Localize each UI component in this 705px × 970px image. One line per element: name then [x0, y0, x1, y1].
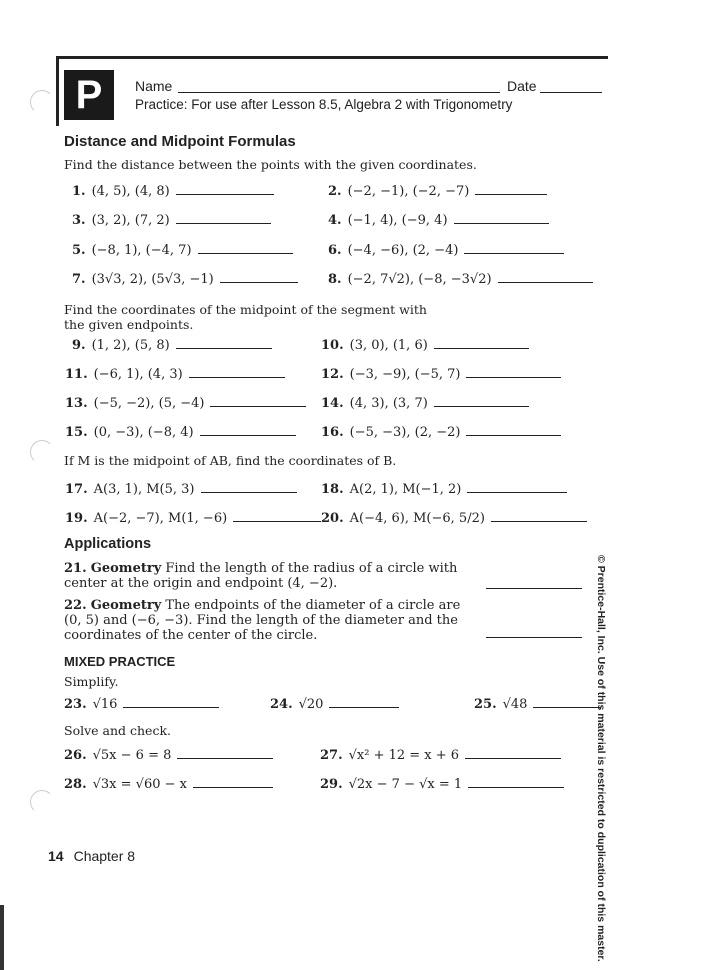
- answer-blank[interactable]: [193, 786, 273, 788]
- problem-3: [72, 213, 271, 228]
- problem-text: (0, −3), (−8, 4): [93, 425, 194, 440]
- problem-number: 3.: [72, 213, 86, 228]
- answer-blank[interactable]: [434, 405, 529, 407]
- problem-number: 21.: [64, 561, 87, 576]
- problem-number: 2.: [328, 184, 342, 199]
- page-number: 14: [48, 848, 64, 864]
- instructions-simplify: Simplify.: [64, 674, 119, 689]
- problem-text: (−3, −9), (−5, 7): [349, 367, 461, 382]
- problem-text: (−1, 4), (−9, 4): [347, 213, 448, 228]
- practice-badge: P: [64, 70, 114, 120]
- hole-punch: [30, 90, 54, 114]
- instructions-midpoint: Find the coordinates of the midpoint of the segment with the given endpoints.: [64, 302, 427, 332]
- problem-text: (−5, −3), (2, −2): [349, 425, 461, 440]
- problem-20: [321, 511, 587, 526]
- answer-blank[interactable]: [475, 193, 547, 195]
- problem-number: 7.: [72, 272, 86, 287]
- problem-number: 18.: [321, 482, 344, 497]
- instructions-solve: Solve and check.: [64, 723, 171, 738]
- problem-15: [65, 425, 296, 440]
- problem-number: 15.: [65, 425, 88, 440]
- problem-text: (3, 0), (1, 6): [349, 338, 428, 353]
- date-field[interactable]: [540, 92, 602, 93]
- problem-text: (−6, 1), (4, 3): [93, 367, 183, 382]
- problem-number: 28.: [64, 777, 87, 792]
- answer-blank[interactable]: [200, 434, 296, 436]
- problem-number: 12.: [321, 367, 344, 382]
- answer-blank[interactable]: [177, 757, 273, 759]
- answer-blank[interactable]: [189, 376, 285, 378]
- problem-27: [320, 748, 561, 763]
- answer-blank[interactable]: [466, 434, 561, 436]
- answer-blank[interactable]: [533, 706, 601, 708]
- answer-blank[interactable]: [198, 252, 293, 254]
- hole-punch: [30, 790, 54, 814]
- problem-number: 20.: [321, 511, 344, 526]
- problem-10: [321, 338, 529, 353]
- problem-17: [65, 482, 297, 497]
- problem-13: [65, 396, 306, 411]
- answer-blank[interactable]: [468, 786, 564, 788]
- problem-number: 27.: [320, 748, 343, 763]
- answer-blank[interactable]: [491, 520, 587, 522]
- problem-7: [72, 272, 298, 287]
- problem-19: [65, 511, 321, 526]
- problem-number: 5.: [72, 243, 86, 258]
- problem-24: [270, 697, 399, 712]
- problem-4: [328, 213, 549, 228]
- answer-blank[interactable]: [466, 376, 561, 378]
- problem-text: √x² + 12 = x + 6: [348, 748, 460, 763]
- problem-18: [321, 482, 567, 497]
- problem-1: [72, 184, 274, 199]
- problem-text: √16: [92, 697, 118, 712]
- problem-2: [328, 184, 547, 199]
- problem-number: 14.: [321, 396, 344, 411]
- problem-23: [64, 697, 219, 712]
- answer-blank[interactable]: [176, 222, 271, 224]
- page-edge-shadow: [0, 905, 4, 970]
- problem-number: 24.: [270, 697, 293, 712]
- problem-number: 11.: [65, 367, 88, 382]
- answer-blank[interactable]: [123, 706, 219, 708]
- problem-6: [328, 243, 564, 258]
- answer-blank[interactable]: [467, 491, 567, 493]
- name-label: Name: [135, 78, 173, 94]
- answer-blank[interactable]: [201, 491, 297, 493]
- problem-text: Find the length of the radius of a circle with center at the origin and endpoint (4, −2).: [64, 561, 458, 591]
- name-field[interactable]: [178, 92, 500, 93]
- problem-9: [72, 338, 272, 353]
- hole-punch: [30, 440, 54, 464]
- problem-text: √20: [298, 697, 324, 712]
- problem-number: 26.: [64, 748, 87, 763]
- mixed-practice-title: MIXED PRACTICE: [64, 654, 176, 669]
- answer-blank[interactable]: [464, 252, 564, 254]
- problem-number: 25.: [474, 697, 497, 712]
- problem-text: √3x = √60 − x: [92, 777, 187, 792]
- problem-text: A(2, 1), M(−1, 2): [349, 482, 462, 497]
- problem-text: (−4, −6), (2, −4): [347, 243, 459, 258]
- problem-11: [65, 367, 285, 382]
- header-rule: [56, 56, 608, 59]
- answer-blank[interactable]: [434, 347, 529, 349]
- answer-blank[interactable]: [176, 193, 274, 195]
- answer-blank[interactable]: [465, 757, 561, 759]
- problem-text: A(−2, −7), M(1, −6): [93, 511, 228, 526]
- problem-text: (1, 2), (5, 8): [91, 338, 170, 353]
- problem-text: (4, 5), (4, 8): [91, 184, 170, 199]
- problem-29: [320, 777, 564, 792]
- problem-26: [64, 748, 273, 763]
- problem-number: 13.: [65, 396, 88, 411]
- problem-number: 16.: [321, 425, 344, 440]
- copyright-notice: © Prentice-Hall, Inc. Use of this material is restricted to duplication of this master.: [595, 555, 607, 962]
- problem-25: [474, 697, 601, 712]
- problem-number: 19.: [65, 511, 88, 526]
- problem-text: (−2, 7√2), (−8, −3√2): [347, 272, 492, 287]
- date-label: Date: [507, 78, 537, 94]
- answer-blank[interactable]: [498, 281, 593, 283]
- problem-number: 17.: [65, 482, 88, 497]
- problem-number: 22.: [64, 598, 87, 613]
- problem-text: The endpoints of the diameter of a circle are (0, 5) and (−6, −3). Find the length of the diameter and the coordinates of the center of the circle.: [64, 598, 461, 643]
- answer-blank[interactable]: [486, 637, 582, 638]
- problem-number: 6.: [328, 243, 342, 258]
- problem-number: 29.: [320, 777, 343, 792]
- problem-number: 9.: [72, 338, 86, 353]
- problem-number: 10.: [321, 338, 344, 353]
- problem-text: √2x − 7 − √x = 1: [348, 777, 463, 792]
- page-footer: [48, 848, 135, 864]
- problem-label: Geometry: [90, 598, 162, 613]
- problem-label: Geometry: [90, 561, 162, 576]
- answer-blank[interactable]: [486, 588, 582, 589]
- problem-number: 4.: [328, 213, 342, 228]
- problem-8: [328, 272, 593, 287]
- section-title: Distance and Midpoint Formulas: [64, 133, 296, 150]
- problem-28: [64, 777, 273, 792]
- problem-text: √48: [502, 697, 528, 712]
- problem-22: [64, 598, 469, 643]
- problem-12: [321, 367, 561, 382]
- problem-text: √5x − 6 = 8: [92, 748, 172, 763]
- problem-21: [64, 561, 464, 591]
- instructions-endpoint: If M is the midpoint of AB, find the coordinates of B.: [64, 453, 397, 468]
- applications-title: Applications: [64, 536, 152, 552]
- problem-text: (−5, −2), (5, −4): [93, 396, 205, 411]
- problem-5: [72, 243, 293, 258]
- answer-blank[interactable]: [220, 281, 298, 283]
- answer-blank[interactable]: [329, 706, 399, 708]
- problem-text: (3, 2), (7, 2): [91, 213, 170, 228]
- problem-number: 1.: [72, 184, 86, 199]
- answer-blank[interactable]: [176, 347, 272, 349]
- header-rule-left: [56, 56, 59, 126]
- problem-text: A(3, 1), M(5, 3): [93, 482, 195, 497]
- answer-blank[interactable]: [454, 222, 549, 224]
- answer-blank[interactable]: [210, 405, 306, 407]
- problem-text: (4, 3), (3, 7): [349, 396, 428, 411]
- problem-text: A(−4, 6), M(−6, 5/2): [349, 511, 485, 526]
- problem-14: [321, 396, 529, 411]
- problem-number: 8.: [328, 272, 342, 287]
- problem-number: 23.: [64, 697, 87, 712]
- answer-blank[interactable]: [233, 520, 321, 522]
- problem-text: (−2, −1), (−2, −7): [347, 184, 470, 199]
- instructions-distance: Find the distance between the points with the given coordinates.: [64, 157, 477, 172]
- problem-16: [321, 425, 561, 440]
- problem-text: (−8, 1), (−4, 7): [91, 243, 192, 258]
- chapter-label: Chapter 8: [73, 848, 136, 864]
- problem-text: (3√3, 2), (5√3, −1): [91, 272, 214, 287]
- practice-subtitle: Practice: For use after Lesson 8.5, Algebra 2 with Trigonometry: [135, 97, 513, 112]
